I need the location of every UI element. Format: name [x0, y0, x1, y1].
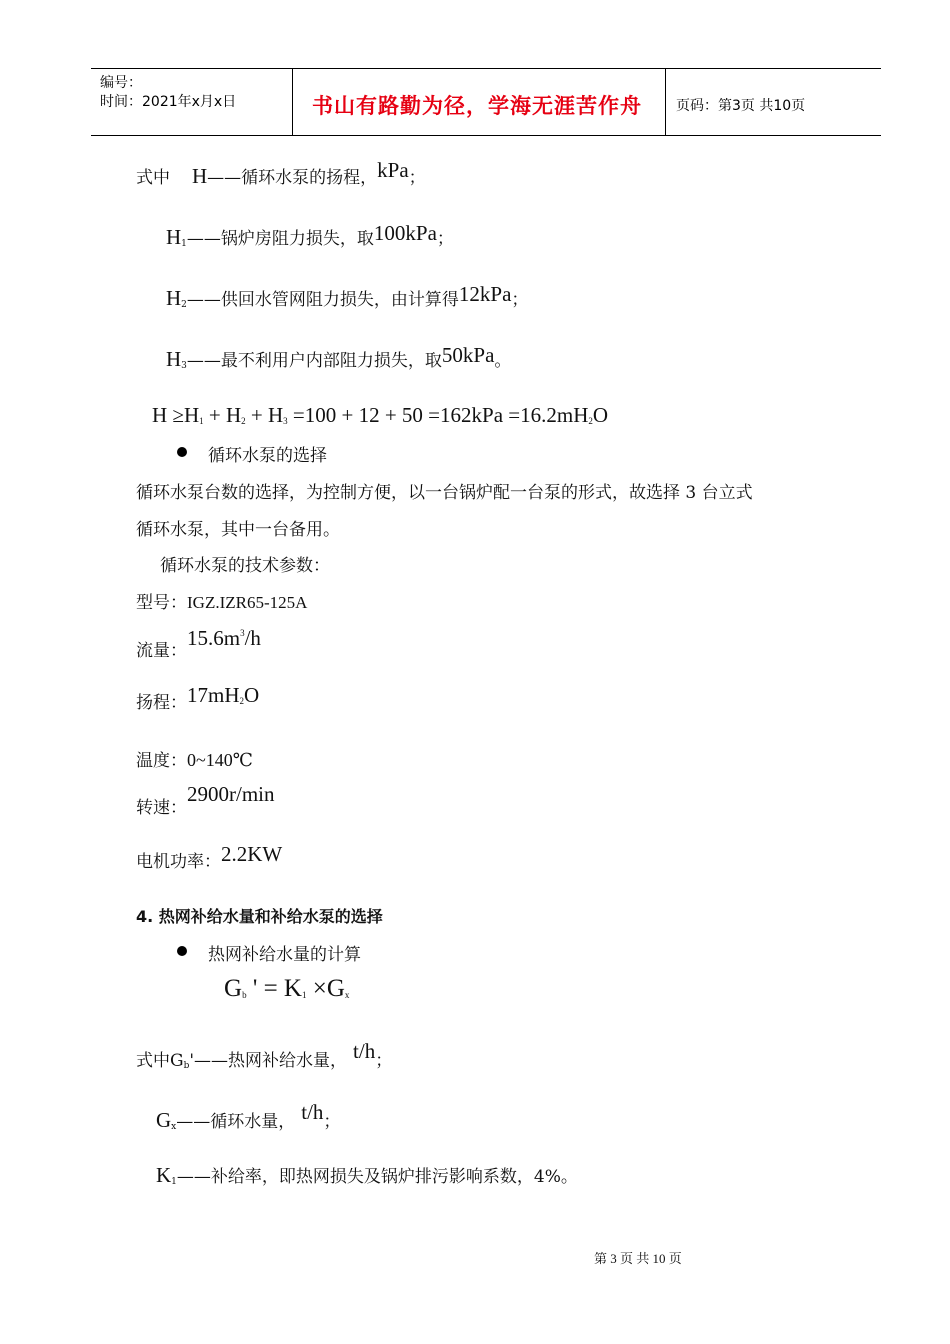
section-4-title: 4. 热网补给水量和补给水泵的选择 [136, 907, 383, 926]
bullet-pump-selection: 循环水泵的选择 [208, 446, 327, 466]
speed-value: 2900r/min [187, 782, 275, 806]
k1-definition-line [156, 1162, 578, 1188]
head-intro: 式中 [136, 168, 170, 188]
pump-temp-line [136, 746, 253, 771]
head-label: 扬程： [136, 693, 187, 713]
k1-symbol: K [156, 1163, 172, 1187]
gb-definition-line [136, 1039, 393, 1072]
makeup-formula-times-g: ×G [306, 975, 345, 1002]
h2-value: 12kPa [458, 282, 512, 306]
header-bottom-border [91, 135, 881, 136]
gx-symbol: G [156, 1108, 172, 1132]
formula-sub-3: 3 [283, 416, 288, 426]
header-serial-label: 编号： [100, 75, 142, 91]
k1-description: ——补给率，即热网损失及锅炉排污影响系数，4%。 [176, 1167, 578, 1187]
header-time-label: 时间：2021年x月x日 [100, 94, 237, 110]
head-symbol: H [192, 164, 208, 188]
model-label: 型号： [136, 593, 187, 613]
h1-semicolon: ； [436, 229, 454, 249]
model-value: IGZ.IZR65-125A [187, 593, 308, 612]
flow-label: 流量： [136, 641, 187, 661]
footer-page-number: 第 3 页 共 10 页 [594, 1251, 682, 1266]
h3-description: ——最不利用户内部阻力损失，取 [186, 351, 442, 371]
h3-definition-line: $H_3——$最不利用户内部阻力损失，取50kPa。 [166, 343, 512, 371]
pump-model-line [136, 588, 307, 613]
formula-result: =100 + 12 + 50 =162kPa =16.2mH [287, 403, 589, 427]
head-formula [152, 403, 608, 428]
h2-definition-line: $H_2——$供回水管网阻力损失，由计算得12kPa； [166, 282, 529, 310]
flow-value [187, 626, 261, 650]
gb-subscript: b [183, 1061, 190, 1071]
gb-unit: t/h [353, 1039, 376, 1063]
header-page-label: 页码：第3页 共10页 [676, 98, 806, 114]
head-value-main: 17mH [187, 683, 240, 707]
formula-sub-1: 1 [199, 416, 204, 426]
header-motto: 书山有路勤为径，学海无涯苦作舟 [312, 94, 642, 118]
h3-period: 。 [494, 351, 512, 371]
pump-power-line [136, 842, 283, 873]
temp-value: 0~140℃ [187, 750, 253, 770]
head-definition-line [136, 158, 426, 189]
pump-flow-line [136, 626, 261, 662]
bullet-dot-makeup-calc [177, 946, 187, 956]
head-value-sub: 2 [239, 696, 244, 706]
head-unit: kPa [377, 158, 409, 182]
gx-description: ——循环水量， [176, 1112, 296, 1132]
h3-subscript: 3 [181, 361, 187, 371]
makeup-formula-sub-b: b [242, 990, 247, 1000]
header-top-border [91, 68, 881, 69]
head-semicolon: ； [408, 168, 426, 188]
pump-selection-para-line1: 循环水泵台数的选择，为控制方便，以一台锅炉配一台泵的形式，故选择 3 台立式 [136, 483, 753, 503]
gx-unit: t/h [301, 1100, 324, 1124]
gx-definition-line [156, 1100, 341, 1133]
flow-value-unit: /h [244, 626, 261, 650]
speed-label: 转速： [136, 798, 187, 818]
h3-value: 50kPa [441, 343, 495, 367]
h2-semicolon: ； [511, 290, 529, 310]
pump-head-line [136, 683, 260, 714]
formula-plus-h3: + H [245, 403, 284, 427]
header-divider-left [292, 68, 293, 136]
makeup-formula [224, 975, 349, 1003]
pump-params-title: 循环水泵的技术参数： [160, 556, 330, 576]
formula-plus-h2: + H [203, 403, 242, 427]
makeup-formula-sub-x: x [344, 990, 350, 1000]
h1-definition-line: $H_1——$锅炉房阻力损失，取100kPa； [166, 221, 454, 249]
h1-value: 100kPa [373, 221, 437, 245]
makeup-formula-eq-k: ' = K [246, 975, 302, 1002]
formula-sub-h2o: 2 [588, 416, 593, 426]
gx-semicolon: ； [323, 1112, 341, 1132]
head-description: ——循环水泵的扬程， [207, 168, 378, 188]
formula-end: O [592, 403, 609, 427]
flow-superscript: 3 [240, 628, 245, 638]
gb-semicolon: ； [375, 1051, 393, 1071]
gx-subscript: x [171, 1122, 177, 1132]
h1-subscript: 1 [181, 239, 187, 249]
header-divider-right [665, 68, 666, 136]
h2-subscript: 2 [181, 300, 187, 310]
gb-description: '——热网补给水量， [189, 1051, 348, 1071]
k1-subscript: 1 [171, 1177, 177, 1187]
bullet-makeup-calc: 热网补给水量的计算 [208, 945, 361, 965]
power-value: 2.2KW [221, 842, 283, 866]
h2-description: ——供回水管网阻力损失，由计算得 [186, 290, 459, 310]
flow-value-main: 15.6m [187, 626, 241, 650]
pump-speed-line [136, 782, 275, 819]
power-label: 电机功率： [136, 852, 221, 872]
h1-description: ——锅炉房阻力损失，取 [186, 229, 374, 249]
head-value-end: O [244, 683, 260, 707]
makeup-formula-g: G [224, 975, 243, 1002]
bullet-dot-pump-selection [177, 447, 187, 457]
head-value [187, 683, 259, 707]
gb-intro: 式中G [136, 1051, 184, 1071]
temp-label: 温度： [136, 751, 187, 771]
formula-sub-2: 2 [241, 416, 246, 426]
formula-lhs: H ≥H [152, 403, 200, 427]
pump-selection-para-line2: 循环水泵，其中一台备用。 [136, 520, 340, 540]
makeup-formula-sub-1: 1 [301, 990, 307, 1000]
